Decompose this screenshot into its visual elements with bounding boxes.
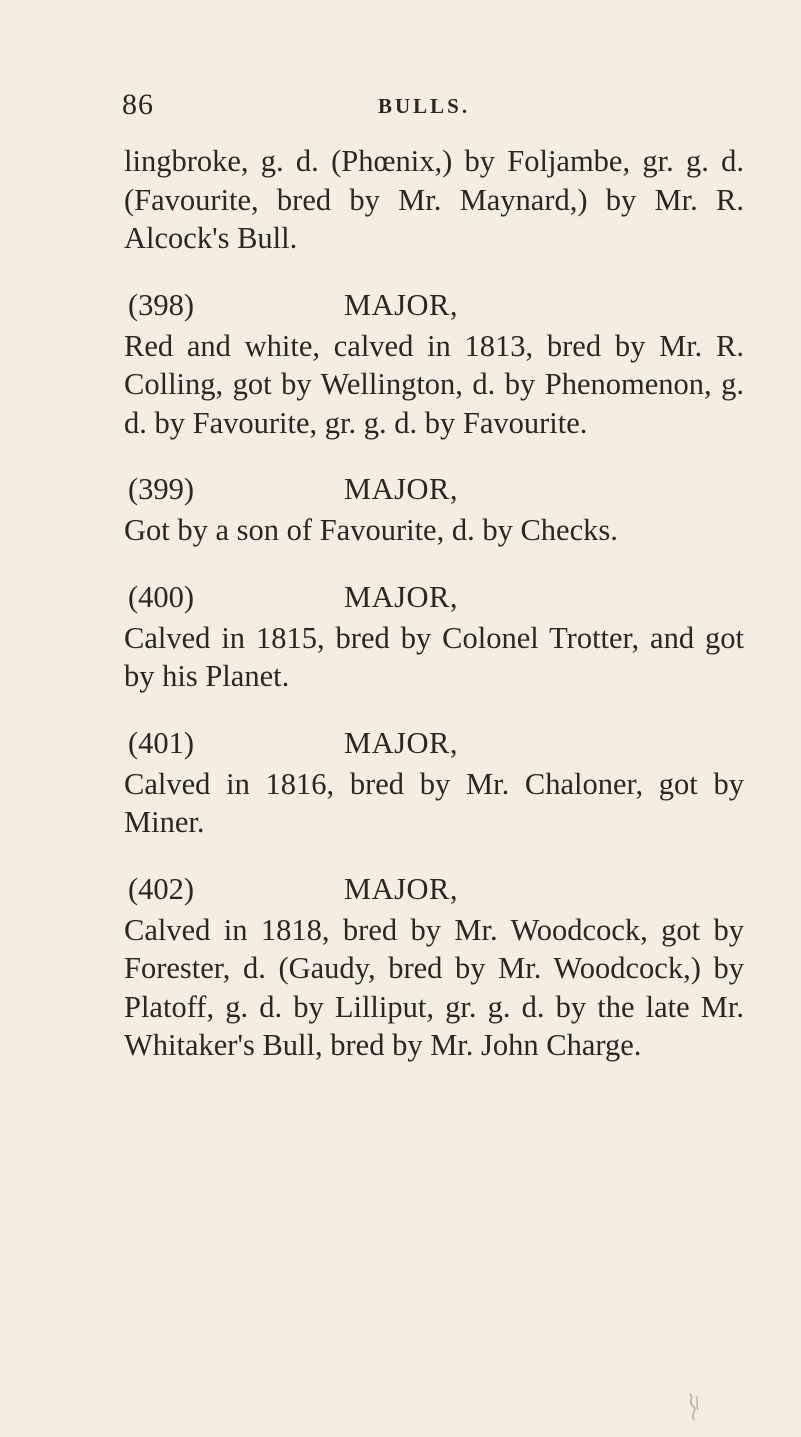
entry-name: MAJOR,: [344, 725, 459, 760]
entry-402: [124, 870, 744, 1065]
entry-399: [124, 470, 744, 550]
ink-smudge-icon: [684, 1392, 704, 1422]
entry-number: (398): [128, 287, 195, 322]
entry-description: Calved in 1815, bred by Colonel Trotter, and got by his Planet.: [124, 620, 744, 693]
entry-name: MAJOR,: [344, 579, 459, 614]
entry-heading: [124, 286, 744, 327]
entry-heading: [124, 724, 744, 765]
entry-heading: [124, 870, 744, 911]
continuation-paragraph: lingbroke, g. d. (Phœnix,) by Foljambe, gr. g. d. (Favourite, bred by Mr. Maynard,) by Mr. R. Alcock's Bull.: [124, 144, 744, 255]
entry-number: (401): [128, 725, 195, 760]
running-head: [122, 88, 682, 128]
entry-description: Got by a son of Favourite, d. by Checks.: [124, 513, 618, 547]
entry-401: [124, 724, 744, 842]
entry-heading: [124, 470, 744, 511]
entry-number: (399): [128, 472, 195, 506]
entry-description: Calved in 1816, bred by Mr. Chaloner, got by Miner.: [124, 766, 744, 839]
entry-description: Calved in 1818, bred by Mr. Woodcock, got by Forester, d. (Gaudy, bred by Mr. Woodcock,) by Platoff, g. d. by Lilliput, gr. g. d. by the late Mr. Whitaker's Bull, bred by Mr. John Charge.: [124, 912, 744, 1062]
page-number: 86: [122, 88, 154, 121]
entry-heading: [124, 578, 744, 619]
entry-400: [124, 578, 744, 696]
entry-description: Red and white, calved in 1813, bred by Mr. R. Colling, got by Wellington, d. by Phenomenon, g. d. by Favourite, gr. g. d. by Favourite.: [124, 328, 744, 440]
body-text: [124, 142, 744, 1093]
entry-number: (400): [128, 579, 195, 614]
entry-name: MAJOR,: [344, 472, 459, 506]
entry-name: MAJOR,: [344, 287, 459, 322]
entry-398: [124, 286, 744, 443]
running-title: BULLS.: [378, 94, 471, 118]
entry-number: (402): [128, 871, 195, 906]
entry-name: MAJOR,: [344, 871, 459, 906]
